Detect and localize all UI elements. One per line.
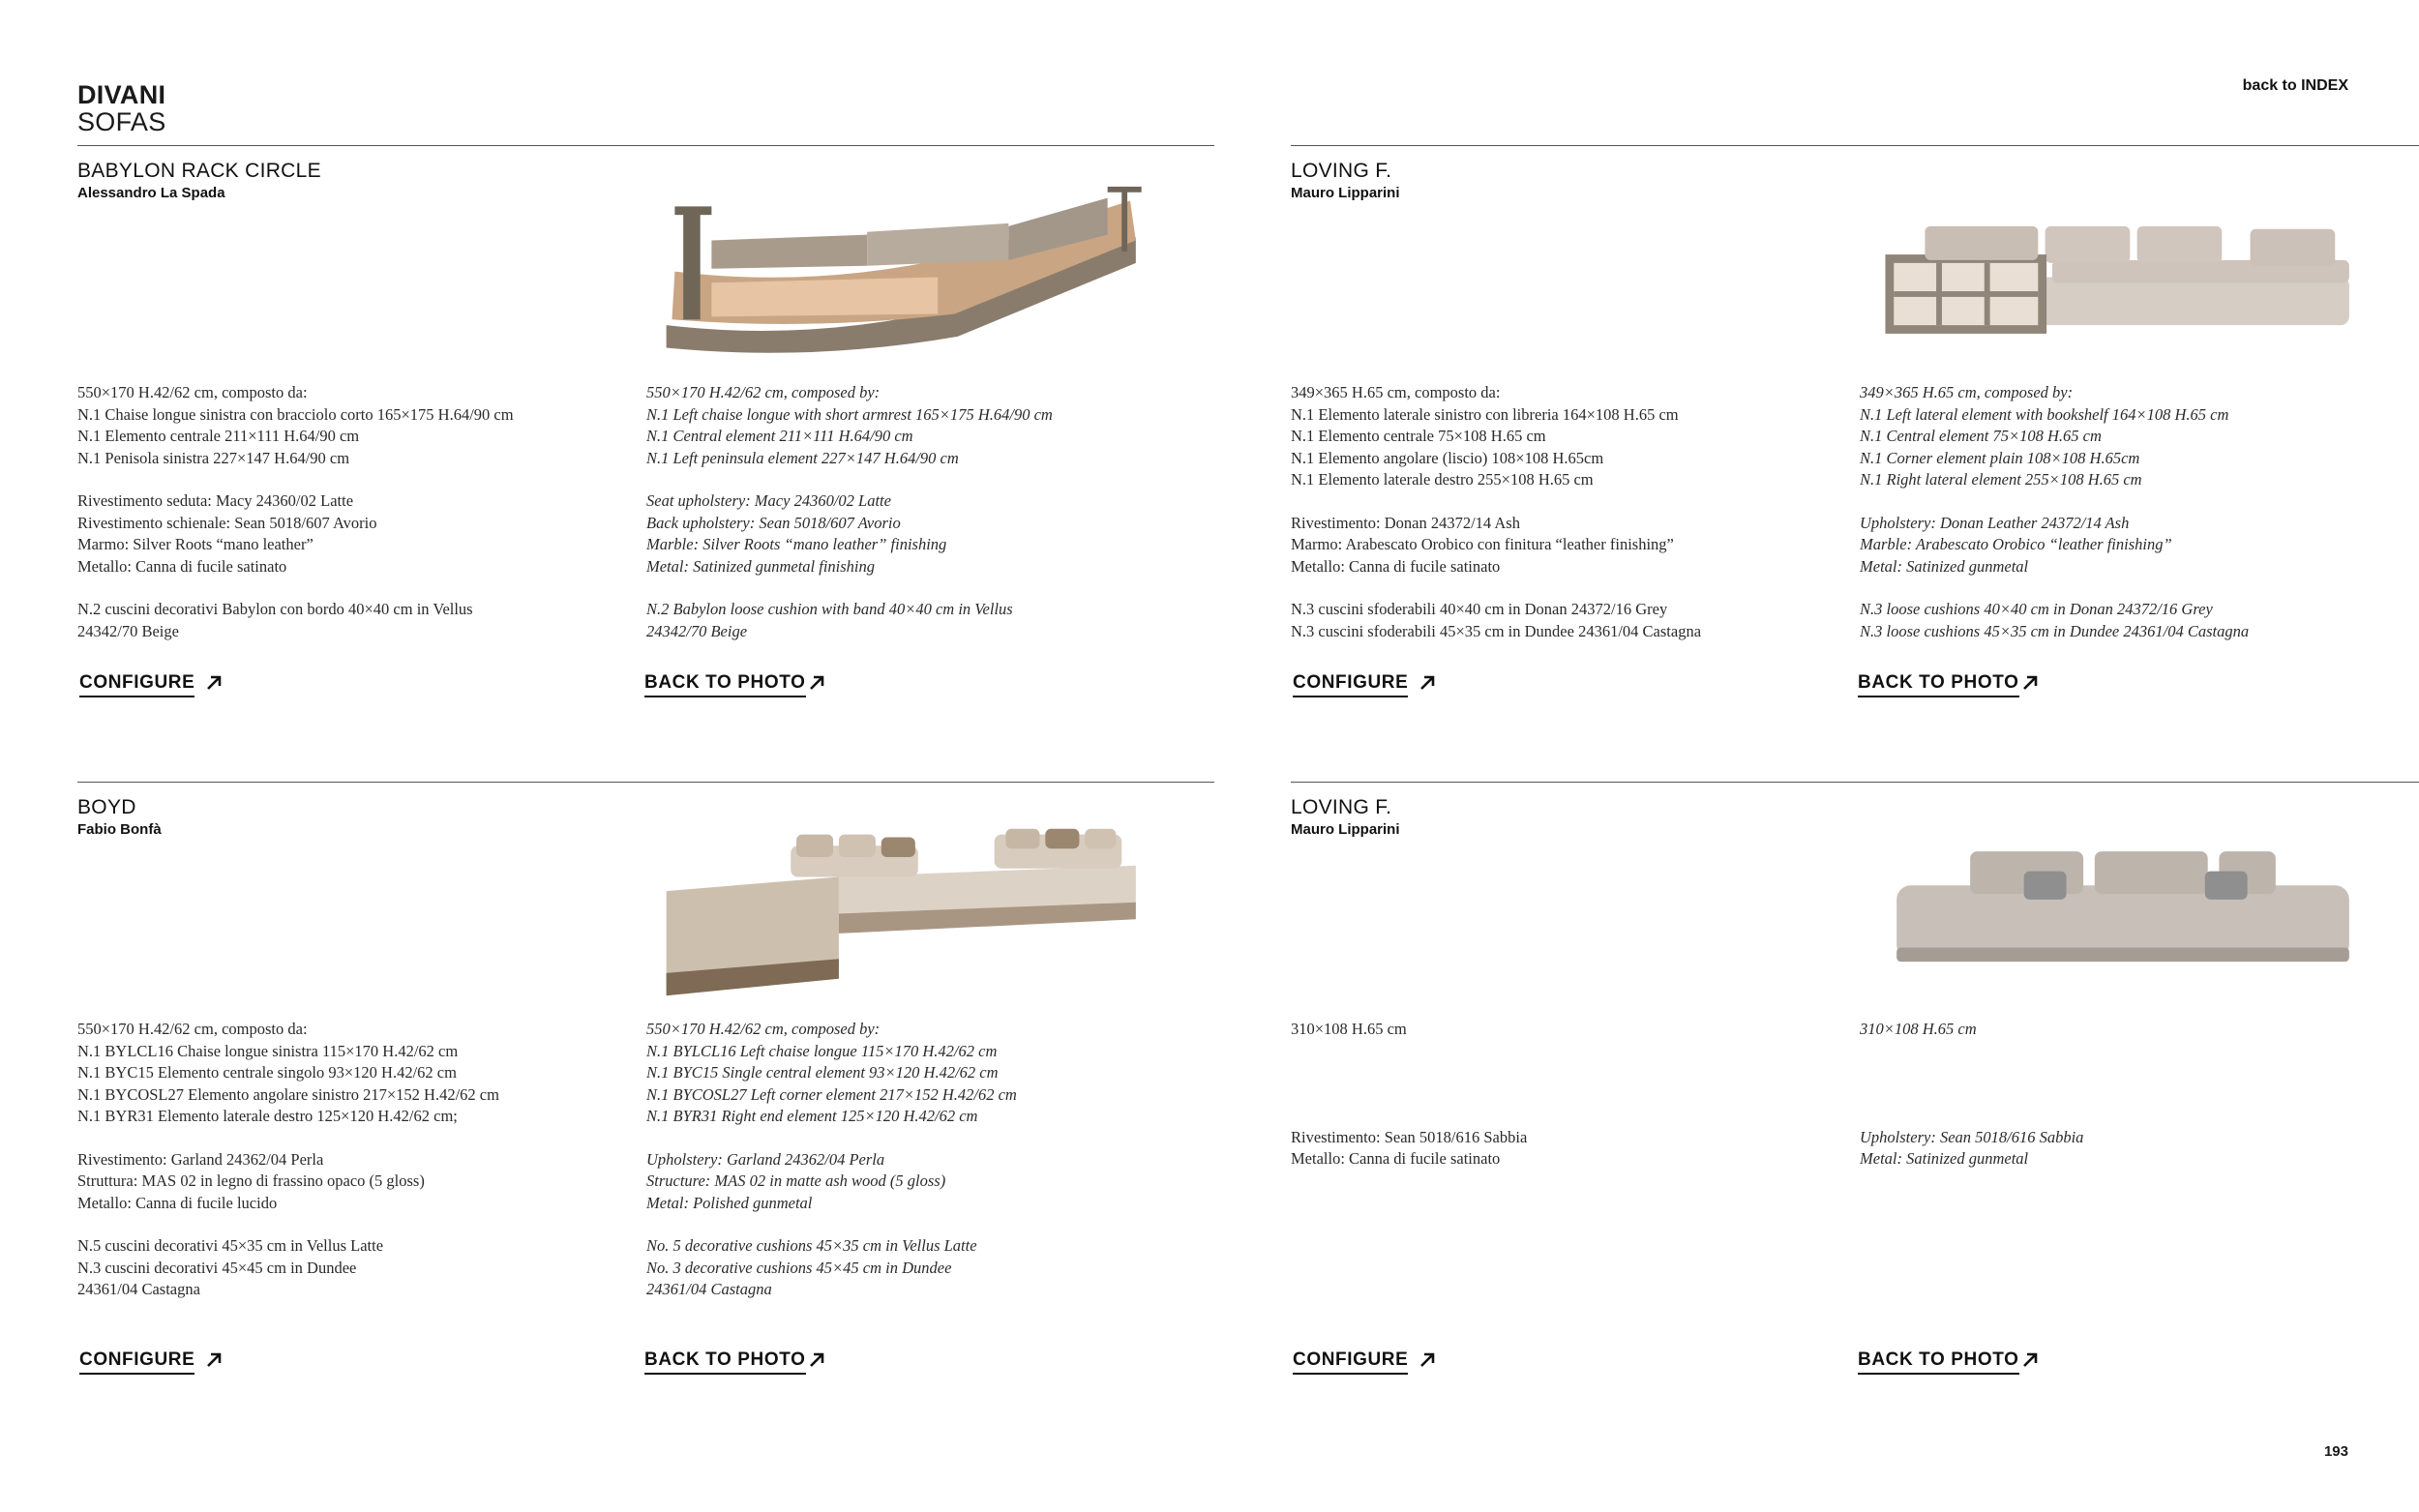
spec-finishes-en: Upholstery: Donan Leather 24372/14 Ash Marble: Arabescato Orobico “leather finishing” Metal: Satinized gunmetal [1860, 513, 2172, 576]
back-to-photo-button[interactable]: BACK TO PHOTO [644, 1349, 806, 1375]
category-title-it: DIVANI [77, 80, 166, 109]
configure-button[interactable]: CONFIGURE [79, 672, 194, 697]
product-name: LOVING F. [1291, 796, 1392, 818]
english-specs [646, 382, 1188, 664]
spec-dimensions-it: 550×170 H.42/62 cm, composto da: N.1 Chaise longue sinistra con bracciolo corto 165×175 H.64/90 cm N.1 Elemento centrale 211×111 H.64/90 cm N.1 Penisola sinistra 227×147 H.64/90 cm [77, 383, 514, 467]
product-photo [1862, 820, 2384, 1004]
spec-finishes-it: Rivestimento: Sean 5018/616 Sabbia Metallo: Canna di fucile satinato [1291, 1127, 1528, 1168]
spec-finishes-en: Seat upholstery: Macy 24360/02 Latte Back upholstery: Sean 5018/607 Avorio Marble: Silver Roots “mano leather” finishing Metal: Satinized gunmetal finishing [646, 491, 947, 576]
page-title [77, 81, 166, 135]
spec-extras-it: N.2 cuscini decorativi Babylon con bordo 40×40 cm in Vellus 24342/70 Beige [77, 600, 473, 640]
configure-button[interactable]: CONFIGURE [1293, 672, 1408, 697]
italian-specs [77, 382, 619, 664]
product-name: LOVING F. [1291, 160, 1392, 182]
product-card [77, 145, 1214, 822]
spec-dimensions-en: 349×365 H.65 cm, composed by: N.1 Left lateral element with bookshelf 164×108 H.65 cm N.1 Central element 75×108 H.65 cm N.1 Corner element plain 108×108 H.65cm N.1 Right lateral element 255×108 H.65 cm [1860, 383, 2229, 489]
divider [1291, 145, 2419, 146]
spec-extras-it: N.5 cuscini decorativi 45×35 cm in Vellus Latte N.3 cuscini decorativi 45×45 cm in Dundee 24361/04 Castagna [77, 1236, 384, 1298]
product-photo [648, 184, 1171, 368]
back-to-photo-button[interactable]: BACK TO PHOTO [644, 672, 806, 697]
spec-finishes-it: Rivestimento: Garland 24362/04 Perla Struttura: MAS 02 in legno di frassino opaco (5 gloss) Metallo: Canna di fucile lucido [77, 1149, 425, 1212]
product-photo [1862, 184, 2384, 368]
english-specs [646, 1019, 1188, 1322]
arrow-up-right-icon [808, 1351, 825, 1369]
spec-dimensions-en: 310×108 H.65 cm [1860, 1020, 1977, 1038]
arrow-up-right-icon [205, 674, 223, 692]
spec-extras-en: No. 5 decorative cushions 45×35 cm in Vellus Latte No. 3 decorative cushions 45×45 cm in Dundee 24361/04 Castagna [646, 1236, 977, 1298]
spec-finishes-en: Upholstery: Garland 24362/04 Perla Structure: MAS 02 in matte ash wood (5 gloss) Metal: Polished gunmetal [646, 1149, 946, 1212]
divider [77, 782, 1214, 783]
italian-specs [1291, 382, 1833, 664]
italian-specs [1291, 1019, 1833, 1192]
arrow-up-right-icon [1419, 1351, 1436, 1369]
configure-button[interactable]: CONFIGURE [79, 1349, 194, 1375]
arrow-up-right-icon [1419, 674, 1436, 692]
divider [77, 145, 1214, 146]
spec-extras-it: N.3 cuscini sfoderabili 40×40 cm in Donan 24372/16 Grey N.3 cuscini sfoderabili 45×35 cm in Dundee 24361/04 Castagna [1291, 600, 1702, 640]
back-to-photo-button[interactable]: BACK TO PHOTO [1858, 672, 2019, 697]
spec-dimensions-en: 550×170 H.42/62 cm, composed by: N.1 BYLCL16 Left chaise longue 115×170 H.42/62 cm N.1 BYC15 Single central element 93×120 H.42/62 cm N.1 BYCOSL27 Left corner element 217×152 H.42/62 cm N.1 BYR31 Right end element 125×120 H.42/62 cm [646, 1020, 1017, 1125]
spec-extras-en: N.2 Babylon loose cushion with band 40×40 cm in Vellus 24342/70 Beige [646, 600, 1013, 640]
spec-finishes-it: Rivestimento: Donan 24372/14 Ash Marmo: Arabescato Orobico con finitura “leather finishing” Metallo: Canna di fucile satinato [1291, 513, 1674, 576]
spec-finishes-it: Rivestimento seduta: Macy 24360/02 Latte Rivestimento schienale: Sean 5018/607 Avorio Marmo: Silver Roots “mano leather” Metallo: Canna di fucile satinato [77, 491, 377, 576]
product-name: BOYD [77, 796, 136, 818]
arrow-up-right-icon [2021, 1351, 2039, 1369]
spec-finishes-en: Upholstery: Sean 5018/616 Sabbia Metal: Satinized gunmetal [1860, 1127, 2084, 1168]
arrow-up-right-icon [808, 674, 825, 692]
product-name: BABYLON RACK CIRCLE [77, 160, 321, 182]
configure-button[interactable]: CONFIGURE [1293, 1349, 1408, 1375]
product-designer: Fabio Bonfà [77, 821, 162, 838]
product-designer: Alessandro La Spada [77, 185, 225, 201]
arrow-up-right-icon [205, 1351, 223, 1369]
product-designer: Mauro Lipparini [1291, 821, 1400, 838]
page-number: 193 [2323, 1443, 2348, 1460]
product-card [1291, 145, 2419, 822]
spec-extras-en: N.3 loose cushions 40×40 cm in Donan 24372/16 Grey N.3 loose cushions 45×35 cm in Dundee 24361/04 Castagna [1860, 600, 2250, 640]
spec-dimensions-it: 349×365 H.65 cm, composto da: N.1 Elemento laterale sinistro con libreria 164×108 H.65 cm N.1 Elemento centrale 75×108 H.65 cm N.1 Elemento angolare (liscio) 108×108 H.65cm N.1 Elemento laterale destro 255×108 H.65 cm [1291, 383, 1679, 489]
product-designer: Mauro Lipparini [1291, 185, 1400, 201]
product-photo [648, 820, 1171, 1004]
product-card [77, 782, 1214, 1459]
spec-dimensions-it: 310×108 H.65 cm [1291, 1020, 1407, 1038]
back-to-index-link[interactable]: back to INDEX [2242, 77, 2348, 94]
back-to-photo-button[interactable]: BACK TO PHOTO [1858, 1349, 2019, 1375]
product-card [1291, 782, 2419, 1459]
italian-specs [77, 1019, 619, 1322]
english-specs [1860, 1019, 2402, 1192]
english-specs [1860, 382, 2402, 664]
arrow-up-right-icon [2021, 674, 2039, 692]
divider [1291, 782, 2419, 783]
category-title-en: SOFAS [77, 107, 166, 136]
spec-dimensions-it: 550×170 H.42/62 cm, composto da: N.1 BYLCL16 Chaise longue sinistra 115×170 H.42/62 cm N.1 BYC15 Elemento centrale singolo 93×120 H.42/62 cm N.1 BYCOSL27 Elemento angolare sinistro 217×152 H.42/62 cm N.1 BYR31 Elemento laterale destro 125×120 H.42/62 cm; [77, 1020, 499, 1125]
spec-dimensions-en: 550×170 H.42/62 cm, composed by: N.1 Left chaise longue with short armrest 165×175 H.64/90 cm N.1 Central element 211×111 H.64/90 cm N.1 Left peninsula element 227×147 H.64/90 cm [646, 383, 1053, 467]
